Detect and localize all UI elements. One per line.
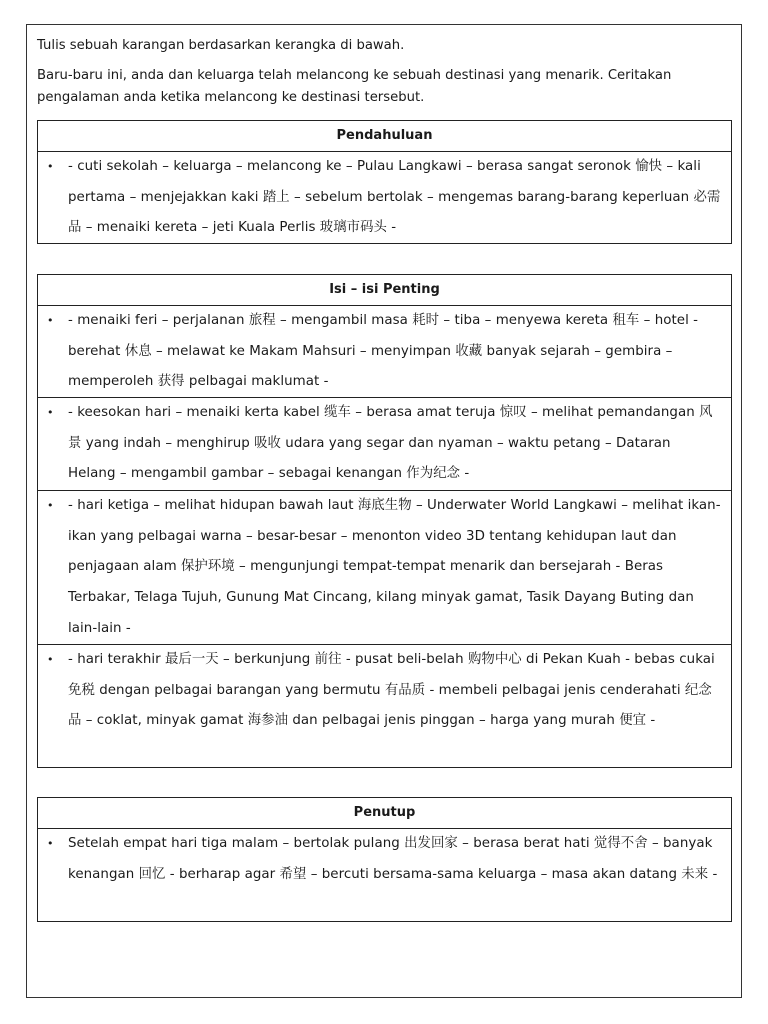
section-pendahuluan [37,120,732,244]
outline-text: - menaiki feri – perjalanan 旅程 – mengambil masa 耗时 – tiba – menyewa kereta 租车 – hotel - berehat 休息 – melawat ke Makam Mahsuri – menyimpan 收藏 banyak sejarah – gembira – memperoleh 获得 pelbagai maklumat - [68,313,699,390]
worksheet-page [26,24,742,998]
bullet-icon: • [47,160,54,173]
bullet-icon: • [47,653,54,666]
list-item [38,829,731,921]
outline-text: - hari terakhir 最后一天 – berkunjung 前往 - pusat beli-belah 购物中心 di Pekan Kuah - bebas cukai 免税 dengan pelbagai barangan yang bermutu 有品质 - membeli pelbagai jenis cenderahati 纪念品 – coklat, minyak gamat 海参油 dan pelbagai jenis pinggan – harga yang murah 便宜 - [68,652,715,729]
list-item [38,491,731,645]
section-title: Pendahuluan [38,121,731,152]
section-isi-penting [37,274,732,768]
list-item [38,306,731,398]
section-penutup [37,797,732,922]
outline-text: - cuti sekolah – keluarga – melancong ke – Pulau Langkawi – berasa sangat seronok 愉快 – kali pertama – menjejakkan kaki 踏上 – sebelum bertolak – mengemas barang-barang keperluan 必需品 – menaiki kereta – jeti Kuala Perlis 玻璃市码头 - [68,159,721,236]
bullet-icon: • [47,499,54,512]
outline-text: Setelah empat hari tiga malam – bertolak pulang 出发回家 – berasa berat hati 觉得不舍 – banyak kenangan 回忆 - berharap agar 希望 – bercuti bersama-sama keluarga – masa akan datang 未来 - [68,836,718,882]
list-item [38,152,731,243]
section-title: Penutup [38,798,731,829]
bullet-icon: • [47,314,54,327]
outline-text: - hari ketiga – melihat hidupan bawah laut 海底生物 – Underwater World Langkawi – melihat ikan-ikan yang pelbagai warna – besar-besar – menonton video 3D tentang kehidupan laut dan penjagaan alam 保护环境 – mengunjungi tempat-tempat menarik dan bersejarah - Beras Terbakar, Telaga Tujuh, Gunung Mat Cincang, kilang minyak gamat, Tasik Dayang Buting dan lain-lain - [68,498,721,636]
list-item [38,398,731,491]
question-prompt: Baru-baru ini, anda dan keluarga telah melancong ke sebuah destinasi yang menarik. Ceritakan pengalaman anda ketika melancong ke destinasi tersebut. [37,68,672,105]
list-item [38,645,731,767]
bullet-icon: • [47,406,54,419]
instruction-line: Tulis sebuah karangan berdasarkan kerangka di bawah. [37,38,405,53]
section-title: Isi – isi Penting [38,275,731,306]
outline-text: - keesokan hari – menaiki kerta kabel 缆车 – berasa amat teruja 惊叹 – melihat pemandangan 风景 yang indah – menghirup 吸收 udara yang segar dan nyaman – waktu petang – Dataran Helang – mengambil gambar – sebagai kenangan 作为纪念 - [68,405,713,482]
bullet-icon: • [47,837,54,850]
